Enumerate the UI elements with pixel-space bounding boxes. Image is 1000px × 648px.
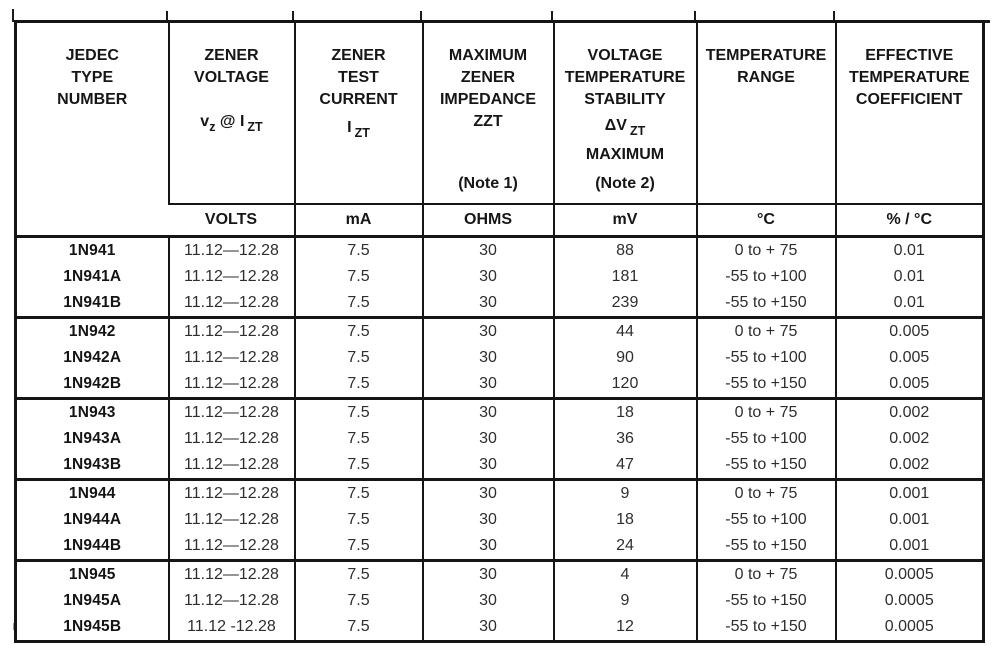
header-line: MAXIMUM	[585, 146, 665, 163]
temp-coeff: 0.002	[836, 426, 984, 452]
temp-coeff: 0.001	[836, 533, 984, 561]
jedec-type: 1N945A	[63, 592, 122, 609]
header-line: ZENER	[204, 47, 259, 64]
header-row	[16, 22, 984, 205]
header-line: NUMBER	[57, 91, 128, 108]
zener-impedance: 30	[423, 614, 554, 642]
temp-coeff: 0.0005	[836, 614, 984, 642]
col-header-effective-temp-coefficient	[836, 22, 984, 205]
jedec-type: 1N941B	[63, 294, 122, 311]
header-line: ZZT	[473, 113, 503, 130]
header-line: IMPEDANCE	[439, 91, 536, 108]
header-line: ZENER	[331, 47, 386, 64]
temp-range: -55 to +150	[697, 452, 836, 480]
jedec-type: 1N945B	[63, 618, 122, 635]
col-header-max-zener-impedance	[423, 22, 554, 205]
temp-range: -55 to +150	[697, 533, 836, 561]
unit-ma: mA	[295, 204, 423, 237]
unit-mv: mV	[554, 204, 697, 237]
test-current: 7.5	[295, 614, 423, 642]
test-current: 7.5	[295, 264, 423, 290]
jedec-type: 1N944	[16, 480, 169, 508]
temp-coeff: 0.01	[836, 237, 984, 265]
header-line: TEMPERATURE	[564, 69, 686, 86]
col-header-zener-voltage	[169, 22, 295, 205]
header-line: COEFFICIENT	[855, 91, 963, 108]
table-row	[16, 237, 984, 265]
header-line: TEST	[338, 69, 379, 86]
zener-voltage: 11.12—12.28	[169, 480, 295, 508]
table-row	[16, 614, 984, 642]
temp-range: -55 to +100	[697, 507, 836, 533]
zener-impedance: 30	[423, 290, 554, 318]
test-current: 7.5	[295, 290, 423, 318]
temp-range: -55 to +150	[697, 588, 836, 614]
jedec-type: 1N942A	[63, 349, 122, 366]
table-row	[16, 452, 984, 480]
stability-mv: 12	[554, 614, 697, 642]
jedec-type: 1N941A	[63, 268, 122, 285]
note-1-ref: (Note 1)	[458, 175, 518, 192]
zener-voltage: 11.12 -12.28	[169, 614, 295, 642]
temp-range: -55 to +150	[697, 290, 836, 318]
temp-range: -55 to +100	[697, 426, 836, 452]
stability-mv: 90	[554, 345, 697, 371]
col-header-temperature-range	[697, 22, 836, 205]
table-row	[16, 588, 984, 614]
temp-range: 0 to + 75	[697, 318, 836, 346]
zener-voltage: 11.12—12.28	[169, 318, 295, 346]
zener-impedance: 30	[423, 426, 554, 452]
zener-voltage: 11.12—12.28	[169, 452, 295, 480]
note-2-ref: (Note 2)	[595, 175, 655, 192]
temp-coeff: 0.01	[836, 290, 984, 318]
test-current: 7.5	[295, 318, 423, 346]
test-current: 7.5	[295, 399, 423, 427]
header-line: TEMPERATURE	[848, 69, 970, 86]
stability-mv: 120	[554, 371, 697, 399]
header-line: RANGE	[737, 69, 795, 86]
header-line: CURRENT	[319, 91, 398, 108]
header-line: MAXIMUM	[448, 47, 528, 64]
stability-mv: 18	[554, 399, 697, 427]
unit-ohms: OHMS	[423, 204, 554, 237]
zener-voltage: 11.12—12.28	[169, 345, 295, 371]
temp-range: -55 to +100	[697, 264, 836, 290]
temp-coeff: 0.0005	[836, 561, 984, 589]
temp-range: 0 to + 75	[697, 237, 836, 265]
stability-mv: 239	[554, 290, 697, 318]
temp-coeff: 0.002	[836, 399, 984, 427]
zener-voltage: 11.12—12.28	[169, 371, 295, 399]
unit-pct-per-degc: % / °C	[836, 204, 984, 237]
zener-impedance: 30	[423, 507, 554, 533]
zener-impedance: 30	[423, 480, 554, 508]
table-row	[16, 371, 984, 399]
header-line: JEDEC	[65, 47, 119, 64]
jedec-type: 1N945	[16, 561, 169, 589]
temp-range: -55 to +150	[697, 614, 836, 642]
jedec-type: 1N941	[16, 237, 169, 265]
test-current: 7.5	[295, 561, 423, 589]
jedec-type: 1N942B	[63, 375, 122, 392]
zener-impedance: 30	[423, 588, 554, 614]
zener-voltage: 11.12—12.28	[169, 290, 295, 318]
test-current: 7.5	[295, 426, 423, 452]
table-row	[16, 264, 984, 290]
header-line: STABILITY	[584, 91, 666, 108]
stability-mv: 181	[554, 264, 697, 290]
jedec-type: 1N943	[16, 399, 169, 427]
table-row	[16, 345, 984, 371]
zener-impedance: 30	[423, 264, 554, 290]
stability-mv: 4	[554, 561, 697, 589]
test-current: 7.5	[295, 533, 423, 561]
zener-spec-table	[14, 20, 985, 643]
table-row	[16, 426, 984, 452]
header-line: VOLTAGE	[587, 47, 663, 64]
header-line: TYPE	[71, 69, 114, 86]
test-current: 7.5	[295, 507, 423, 533]
temp-coeff: 0.002	[836, 452, 984, 480]
test-current: 7.5	[295, 345, 423, 371]
table-row	[16, 399, 984, 427]
stability-mv: 47	[554, 452, 697, 480]
zener-voltage: 11.12—12.28	[169, 399, 295, 427]
zener-impedance: 30	[423, 399, 554, 427]
stability-mv: 9	[554, 588, 697, 614]
unit-degc: °C	[697, 204, 836, 237]
test-current: 7.5	[295, 371, 423, 399]
unit-volts: VOLTS	[169, 204, 295, 237]
zener-voltage: 11.12—12.28	[169, 426, 295, 452]
table-row	[16, 507, 984, 533]
header-line: VOLTAGE	[194, 69, 269, 86]
zener-voltage: 11.12—12.28	[169, 533, 295, 561]
zener-impedance: 30	[423, 345, 554, 371]
test-current: 7.5	[295, 480, 423, 508]
zener-impedance: 30	[423, 318, 554, 346]
zener-voltage: 11.12—12.28	[169, 507, 295, 533]
zener-voltage: 11.12—12.28	[169, 264, 295, 290]
izt-formula: I $_{ZT}$	[347, 119, 370, 140]
zener-voltage: 11.12—12.28	[169, 588, 295, 614]
stability-mv: 18	[554, 507, 697, 533]
table-row	[16, 561, 984, 589]
delta-vzt-formula: ΔV $_{ZT}$	[604, 117, 646, 138]
temp-coeff: 0.005	[836, 345, 984, 371]
jedec-type: 1N943A	[63, 430, 122, 447]
jedec-type: 1N944B	[63, 537, 122, 554]
zener-impedance: 30	[423, 237, 554, 265]
temp-coeff: 0.005	[836, 318, 984, 346]
temp-range: -55 to +150	[697, 371, 836, 399]
zener-impedance: 30	[423, 452, 554, 480]
test-current: 7.5	[295, 588, 423, 614]
header-line: TEMPERATURE	[705, 47, 827, 64]
col-header-zener-test-current	[295, 22, 423, 205]
stability-mv: 44	[554, 318, 697, 346]
temp-range: 0 to + 75	[697, 561, 836, 589]
temp-range: -55 to +100	[697, 345, 836, 371]
temp-range: 0 to + 75	[697, 399, 836, 427]
temp-coeff: 0.01	[836, 264, 984, 290]
vz-at-izt-formula: $v_z$ @ I $_{ZT}$	[200, 113, 263, 134]
col-header-jedec-type-number	[16, 22, 169, 237]
test-current: 7.5	[295, 452, 423, 480]
jedec-type: 1N943B	[63, 456, 122, 473]
test-current: 7.5	[295, 237, 423, 265]
stability-mv: 9	[554, 480, 697, 508]
zener-impedance: 30	[423, 561, 554, 589]
col-header-voltage-temp-stability	[554, 22, 697, 205]
zener-impedance: 30	[423, 533, 554, 561]
stability-mv: 88	[554, 237, 697, 265]
zener-voltage: 11.12—12.28	[169, 237, 295, 265]
header-line: EFFECTIVE	[865, 47, 954, 64]
stability-mv: 24	[554, 533, 697, 561]
temp-range: 0 to + 75	[697, 480, 836, 508]
zener-voltage: 11.12—12.28	[169, 561, 295, 589]
jedec-type: 1N942	[16, 318, 169, 346]
table-row	[16, 480, 984, 508]
temp-coeff: 0.0005	[836, 588, 984, 614]
table-row	[16, 318, 984, 346]
jedec-type: 1N944A	[63, 511, 122, 528]
zener-impedance: 30	[423, 371, 554, 399]
temp-coeff: 0.001	[836, 507, 984, 533]
temp-coeff: 0.001	[836, 480, 984, 508]
stability-mv: 36	[554, 426, 697, 452]
table-row	[16, 533, 984, 561]
table-row	[16, 290, 984, 318]
temp-coeff: 0.005	[836, 371, 984, 399]
header-line: ZENER	[460, 69, 516, 86]
